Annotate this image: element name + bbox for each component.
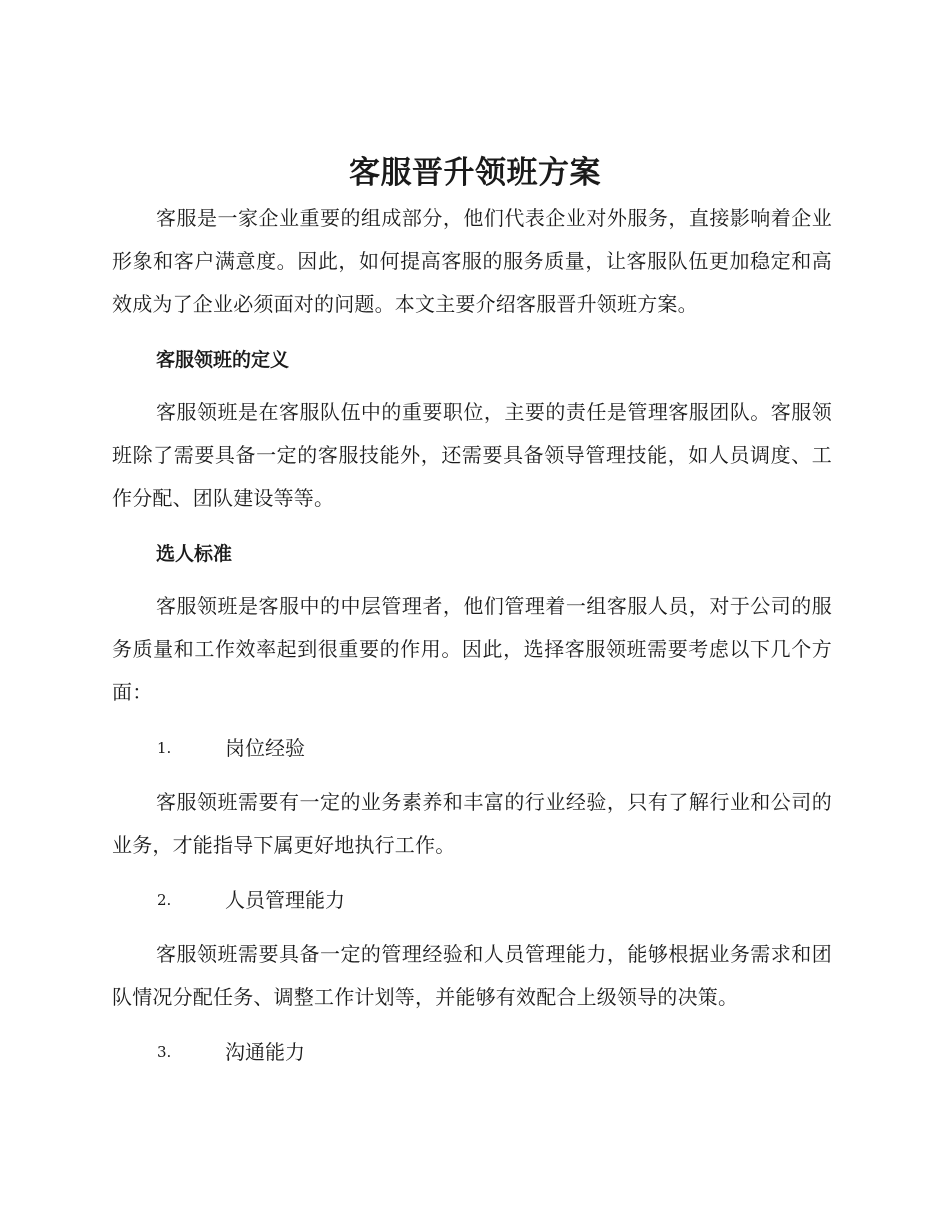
- list-label: 岗位经验: [225, 736, 305, 760]
- criteria-paragraph: 客服领班是客服中的中层管理者，他们管理着一组客服人员，对于公司的服务质量和工作效率起到很重要的作用。因此，选择客服领班需要考虑以下几个方面：: [112, 594, 832, 704]
- list-number: 2.: [157, 891, 172, 909]
- section-heading-definition: 客服领班的定义: [156, 349, 290, 371]
- list-label: 人员管理能力: [225, 888, 345, 912]
- document-title: 客服晋升领班方案: [349, 155, 601, 191]
- section-heading-criteria: 选人标准: [156, 543, 233, 565]
- list-label: 沟通能力: [225, 1040, 305, 1064]
- list-number: 1.: [157, 739, 172, 757]
- experience-paragraph: 客服领班需要有一定的业务素养和丰富的行业经验，只有了解行业和公司的业务，才能指导下属更好地执行工作。: [112, 790, 832, 857]
- list-item-management: [157, 885, 837, 915]
- list-item-communication: [157, 1037, 837, 1067]
- management-paragraph: 客服领班需要具备一定的管理经验和人员管理能力，能够根据业务需求和团队情况分配任务、调整工作计划等，并能够有效配合上级领导的决策。: [112, 942, 832, 1009]
- definition-paragraph: 客服领班是在客服队伍中的重要职位，主要的责任是管理客服团队。客服领班除了需要具备一定的客服技能外，还需要具备领导管理技能，如人员调度、工作分配、团队建设等等。: [112, 400, 832, 510]
- list-number: 3.: [157, 1043, 172, 1061]
- intro-paragraph: 客服是一家企业重要的组成部分，他们代表企业对外服务，直接影响着企业形象和客户满意度。因此，如何提高客服的服务质量，让客服队伍更加稳定和高效成为了企业必须面对的问题。本文主要介绍客服晋升领班方案。: [112, 206, 832, 316]
- list-item-experience: [157, 733, 837, 763]
